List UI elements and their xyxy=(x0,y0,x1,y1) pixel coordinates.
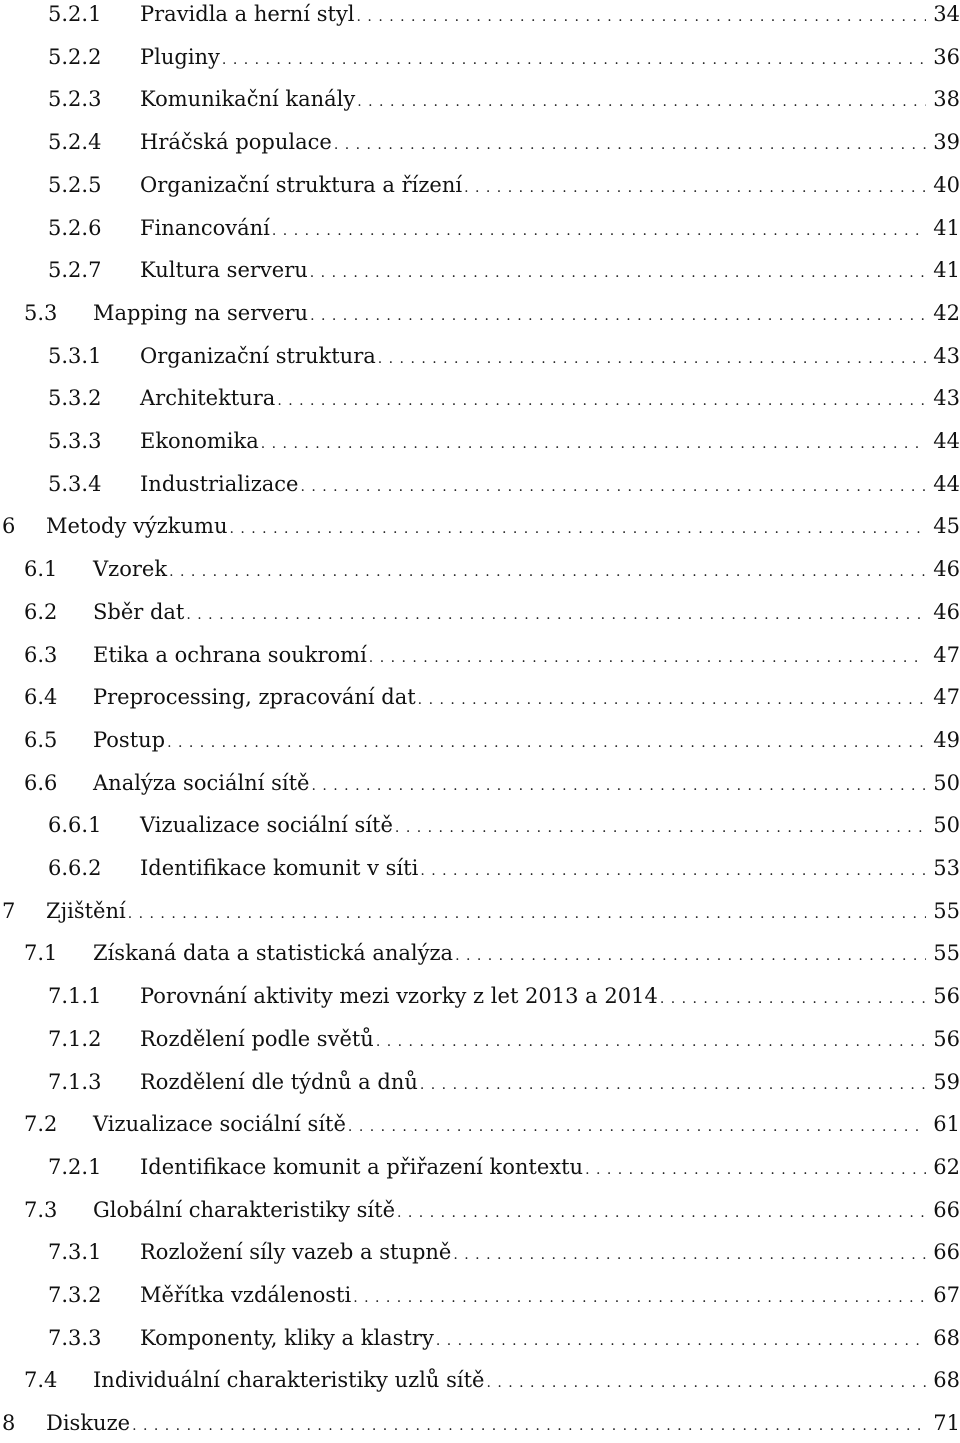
toc-entry-number: 7.3 xyxy=(24,1198,58,1222)
dot-leader xyxy=(169,555,926,589)
toc-entry-page-number: 36 xyxy=(933,45,960,69)
toc-entry-title: Diskuze xyxy=(46,1406,132,1440)
toc-entry[interactable] xyxy=(0,638,960,672)
toc-entry-number: 5.3.2 xyxy=(48,386,102,410)
toc-entry-title: Zjištění xyxy=(46,894,128,928)
toc-entry-number: 5.3.1 xyxy=(48,344,102,368)
toc-entry-title: Identifikace komunit v síti xyxy=(140,851,420,885)
dot-leader xyxy=(348,1110,926,1144)
dot-leader xyxy=(167,726,926,760)
toc-entry-body xyxy=(140,1321,960,1358)
toc-entry-body xyxy=(140,1150,960,1187)
toc-entry-number: 7 xyxy=(2,899,16,923)
toc-entry[interactable] xyxy=(0,296,960,330)
dot-leader xyxy=(229,512,926,546)
toc-entry-number: 7.4 xyxy=(24,1368,58,1392)
toc-entry-body xyxy=(93,936,960,973)
toc-entry[interactable] xyxy=(0,82,960,116)
toc-entry-body xyxy=(46,509,960,546)
toc-entry-title: Etika a ochrana soukromí xyxy=(93,638,369,672)
toc-entry-number: 7.3.2 xyxy=(48,1283,102,1307)
toc-entry[interactable] xyxy=(0,766,960,800)
toc-entry-page-number: 40 xyxy=(933,173,960,197)
toc-entry-page-number: 55 xyxy=(933,899,960,923)
toc-entry-number: 5.3.3 xyxy=(48,429,102,453)
toc-entry-title: Pravidla a herní styl xyxy=(140,0,357,31)
toc-entry-body xyxy=(93,296,960,333)
toc-entry[interactable] xyxy=(0,1193,960,1227)
toc-entry-number: 6.2 xyxy=(24,600,58,624)
dot-leader xyxy=(261,427,926,461)
toc-entry[interactable] xyxy=(0,40,960,74)
toc-entry[interactable] xyxy=(0,125,960,159)
toc-entry-number: 5.2.5 xyxy=(48,173,102,197)
toc-entry-body xyxy=(93,1363,960,1400)
toc-entry-title: Pluginy xyxy=(140,40,222,74)
toc-entry-page-number: 66 xyxy=(933,1198,960,1222)
toc-entry[interactable] xyxy=(0,1363,960,1397)
toc-entry-page-number: 46 xyxy=(933,557,960,581)
toc-entry-page-number: 43 xyxy=(933,344,960,368)
toc-entry-body xyxy=(93,766,960,803)
toc-entry-body xyxy=(140,1022,960,1059)
toc-entry-body xyxy=(140,211,960,248)
dot-leader xyxy=(277,384,926,418)
toc-entry-body xyxy=(140,40,960,77)
dot-leader xyxy=(376,1025,926,1059)
toc-entry-number: 7.2.1 xyxy=(48,1155,102,1179)
toc-entry[interactable] xyxy=(0,467,960,501)
toc-entry-number: 7.1.1 xyxy=(48,984,102,1008)
toc-entry-page-number: 68 xyxy=(933,1326,960,1350)
toc-entry-title: Rozdělení podle světů xyxy=(140,1022,376,1056)
toc-entry-title: Rozložení síly vazeb a stupně xyxy=(140,1235,453,1269)
toc-entry-number: 7.1 xyxy=(24,941,58,965)
dot-leader xyxy=(311,769,926,803)
toc-entry-body xyxy=(93,723,960,760)
dot-leader xyxy=(395,811,926,845)
dot-leader xyxy=(310,299,926,333)
toc-entry-page-number: 67 xyxy=(933,1283,960,1307)
toc-entry-number: 5.2.3 xyxy=(48,87,102,111)
toc-entry-number: 6.6 xyxy=(24,771,58,795)
toc-entry-body xyxy=(140,168,960,205)
toc-entry-page-number: 56 xyxy=(933,1027,960,1051)
toc-entry[interactable] xyxy=(0,680,960,714)
toc-entry-page-number: 50 xyxy=(933,771,960,795)
toc-entry-page-number: 34 xyxy=(933,2,960,26)
toc-entry-number: 5.3.4 xyxy=(48,472,102,496)
toc-entry-page-number: 46 xyxy=(933,600,960,624)
toc-entry-body xyxy=(140,979,960,1016)
toc-entry-title: Financování xyxy=(140,211,272,245)
toc-entry-number: 6.5 xyxy=(24,728,58,752)
dot-leader xyxy=(453,1238,926,1272)
toc-entry-page-number: 45 xyxy=(933,514,960,538)
toc-entry-page-number: 42 xyxy=(933,301,960,325)
toc-entry[interactable] xyxy=(0,339,960,373)
toc-entry-page-number: 39 xyxy=(933,130,960,154)
dot-leader xyxy=(132,1409,926,1443)
toc-entry-body xyxy=(93,552,960,589)
toc-entry-number: 5.2.7 xyxy=(48,258,102,282)
toc-entry[interactable] xyxy=(0,808,960,842)
dot-leader xyxy=(334,128,926,162)
toc-entry-body xyxy=(93,1107,960,1144)
toc-entry[interactable] xyxy=(0,1278,960,1312)
dot-leader xyxy=(222,43,926,77)
toc-entry-page-number: 55 xyxy=(933,941,960,965)
toc-entry-body xyxy=(46,1406,960,1443)
toc-entry-body xyxy=(93,680,960,717)
dot-leader xyxy=(378,342,926,376)
toc-entry-title: Vzorek xyxy=(93,552,169,586)
toc-entry-body xyxy=(93,1193,960,1230)
toc-entry-title: Rozdělení dle týdnů a dnů xyxy=(140,1065,420,1099)
dot-leader xyxy=(455,939,926,973)
toc-entry-page-number: 49 xyxy=(933,728,960,752)
toc-entry-title: Ekonomika xyxy=(140,424,261,458)
toc-entry[interactable] xyxy=(0,168,960,202)
toc-entry-title: Vizualizace sociální sítě xyxy=(140,808,395,842)
dot-leader xyxy=(420,1068,926,1102)
dot-leader xyxy=(186,598,926,632)
toc-entry-body xyxy=(140,808,960,845)
toc-entry-page-number: 50 xyxy=(933,813,960,837)
toc-entry-page-number: 44 xyxy=(933,429,960,453)
dot-leader xyxy=(357,0,926,34)
dot-leader xyxy=(418,683,926,717)
toc-entry-page-number: 41 xyxy=(933,258,960,282)
toc-entry-page-number: 59 xyxy=(933,1070,960,1094)
toc-entry-title: Industrializace xyxy=(140,467,300,501)
toc-entry-title: Organizační struktura a řízení xyxy=(140,168,464,202)
toc-entry-body xyxy=(140,1278,960,1315)
toc-entry-body xyxy=(140,381,960,418)
toc-entry-body xyxy=(140,1065,960,1102)
toc-entry-page-number: 68 xyxy=(933,1368,960,1392)
dot-leader xyxy=(585,1153,926,1187)
toc-entry-number: 8 xyxy=(2,1411,16,1435)
dot-leader xyxy=(300,470,926,504)
toc-entry-page-number: 41 xyxy=(933,216,960,240)
dot-leader xyxy=(660,982,926,1016)
toc-entry[interactable] xyxy=(0,424,960,458)
toc-entry-page-number: 62 xyxy=(933,1155,960,1179)
toc-entry-body xyxy=(140,82,960,119)
dot-leader xyxy=(357,85,926,119)
toc-entry[interactable] xyxy=(0,211,960,245)
toc-entry-page-number: 66 xyxy=(933,1240,960,1264)
dot-leader xyxy=(420,854,926,888)
toc-entry-title: Identifikace komunit a přiřazení kontextu xyxy=(140,1150,585,1184)
toc-entry[interactable] xyxy=(0,1107,960,1141)
dot-leader xyxy=(397,1196,926,1230)
toc-entry-body xyxy=(140,467,960,504)
toc-entry[interactable] xyxy=(0,851,960,885)
toc-entry[interactable] xyxy=(0,253,960,287)
toc-entry-number: 7.3.3 xyxy=(48,1326,102,1350)
toc-entry-body xyxy=(140,424,960,461)
toc-entry[interactable] xyxy=(0,1022,960,1056)
toc-entry[interactable] xyxy=(0,1406,960,1440)
toc-entry-body xyxy=(140,125,960,162)
toc-entry-number: 6.4 xyxy=(24,685,58,709)
toc-entry-number: 6.3 xyxy=(24,643,58,667)
toc-entry-title: Získaná data a statistická analýza xyxy=(93,936,455,970)
toc-entry-title: Vizualizace sociální sítě xyxy=(93,1107,348,1141)
toc-entry-number: 6.6.2 xyxy=(48,856,102,880)
toc-entry-body xyxy=(140,253,960,290)
toc-entry[interactable] xyxy=(0,1235,960,1269)
toc-entry-number: 7.1.3 xyxy=(48,1070,102,1094)
toc-entry-body xyxy=(140,1235,960,1272)
dot-leader xyxy=(464,171,926,205)
toc-entry-title: Mapping na serveru xyxy=(93,296,310,330)
toc-entry-title: Metody výzkumu xyxy=(46,509,229,543)
toc-entry-page-number: 47 xyxy=(933,643,960,667)
toc-entry-body xyxy=(140,339,960,376)
toc-entry-body xyxy=(140,851,960,888)
toc-entry[interactable] xyxy=(0,936,960,970)
toc-entry-page-number: 61 xyxy=(933,1112,960,1136)
dot-leader xyxy=(486,1366,926,1400)
toc-entry-number: 6 xyxy=(2,514,16,538)
dot-leader xyxy=(369,641,926,675)
toc-entry[interactable] xyxy=(0,381,960,415)
toc-entry-title: Analýza sociální sítě xyxy=(93,766,311,800)
toc-entry-title: Komunikační kanály xyxy=(140,82,357,116)
toc-entry-title: Organizační struktura xyxy=(140,339,378,373)
toc-entry-title: Postup xyxy=(93,723,167,757)
toc-entry[interactable] xyxy=(0,1150,960,1184)
toc-entry-body xyxy=(46,894,960,931)
dot-leader xyxy=(128,897,926,931)
toc-entry-title: Měřítka vzdálenosti xyxy=(140,1278,353,1312)
toc-entry[interactable] xyxy=(0,552,960,586)
toc-entry-number: 5.2.4 xyxy=(48,130,102,154)
toc-entry-number: 5.2.1 xyxy=(48,2,102,26)
toc-entry-page-number: 43 xyxy=(933,386,960,410)
toc-entry-body xyxy=(93,638,960,675)
toc-entry[interactable] xyxy=(0,509,960,543)
toc-entry-page-number: 56 xyxy=(933,984,960,1008)
toc-entry-page-number: 38 xyxy=(933,87,960,111)
toc-entry[interactable] xyxy=(0,0,960,31)
toc-entry-title: Architektura xyxy=(140,381,277,415)
toc-entry-number: 6.6.1 xyxy=(48,813,102,837)
toc-entry-body xyxy=(140,0,960,34)
toc-entry[interactable] xyxy=(0,723,960,757)
toc-entry[interactable] xyxy=(0,979,960,1013)
toc-entry-number: 6.1 xyxy=(24,557,58,581)
toc-entry[interactable] xyxy=(0,1321,960,1355)
dot-leader xyxy=(353,1281,926,1315)
toc-entry-number: 5.2.2 xyxy=(48,45,102,69)
toc-entry-title: Hráčská populace xyxy=(140,125,334,159)
toc-entry[interactable] xyxy=(0,595,960,629)
toc-entry-number: 7.2 xyxy=(24,1112,58,1136)
toc-entry-page-number: 44 xyxy=(933,472,960,496)
toc-entry-number: 5.3 xyxy=(24,301,58,325)
toc-entry-body xyxy=(93,595,960,632)
toc-entry-title: Komponenty, kliky a klastry xyxy=(140,1321,436,1355)
toc-entry-title: Sběr dat xyxy=(93,595,186,629)
toc-entry[interactable] xyxy=(0,894,960,928)
dot-leader xyxy=(272,214,926,248)
toc-entry-title: Kultura serveru xyxy=(140,253,310,287)
toc-entry-number: 5.2.6 xyxy=(48,216,102,240)
toc-entry-title: Preprocessing, zpracování dat xyxy=(93,680,418,714)
toc-entry[interactable] xyxy=(0,1065,960,1099)
dot-leader xyxy=(436,1324,926,1358)
toc-entry-number: 7.3.1 xyxy=(48,1240,102,1264)
toc-entry-page-number: 71 xyxy=(933,1411,960,1435)
toc-entry-page-number: 47 xyxy=(933,685,960,709)
toc-entry-page-number: 53 xyxy=(933,856,960,880)
toc-entry-title: Individuální charakteristiky uzlů sítě xyxy=(93,1363,486,1397)
toc-entry-title: Globální charakteristiky sítě xyxy=(93,1193,397,1227)
toc-entry-number: 7.1.2 xyxy=(48,1027,102,1051)
dot-leader xyxy=(310,256,926,290)
toc-entry-title: Porovnání aktivity mezi vzorky z let 2013 a 2014 xyxy=(140,979,660,1013)
